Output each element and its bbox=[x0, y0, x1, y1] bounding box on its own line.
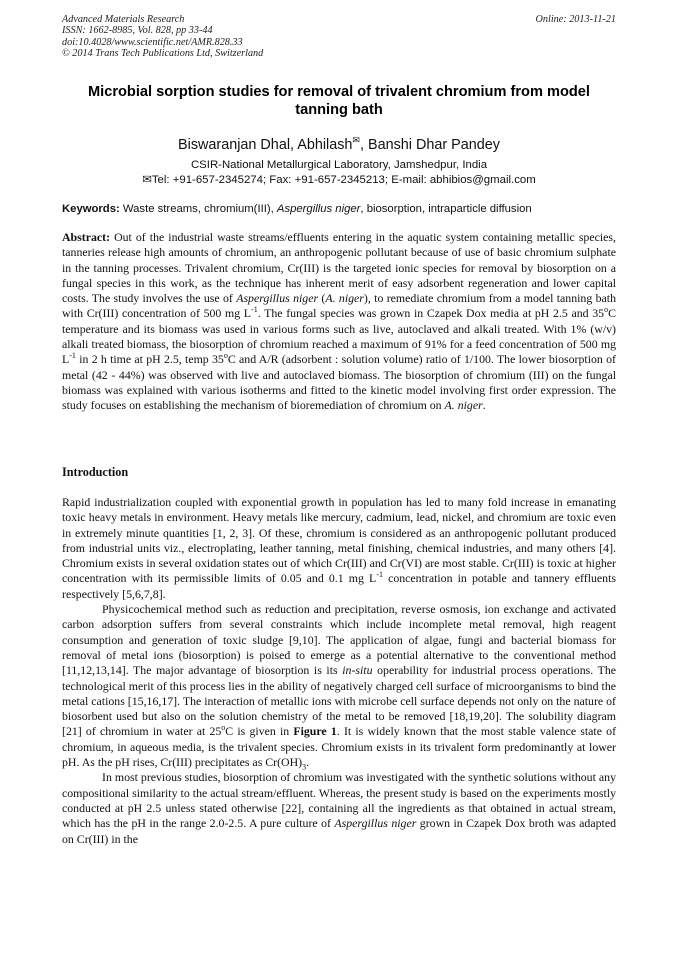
intro-paragraph-1 bbox=[62, 495, 616, 602]
affiliation-contact bbox=[62, 173, 616, 188]
author-names-2: , Banshi Dhar Pandey bbox=[359, 136, 500, 153]
journal-issn: ISSN: 1662-8985, Vol. 828, pp 33-44 bbox=[62, 25, 213, 37]
superscript: o bbox=[221, 723, 226, 733]
journal-header bbox=[62, 14, 616, 60]
author-list bbox=[62, 131, 616, 154]
affiliation-institution: CSIR-National Metallurgical Laboratory, Jamshedpur, India bbox=[190, 159, 488, 171]
paragraph-text: In most previous studies, biosorption of chromium was investigated with the synthetic solutions without any compositional similarity to the actual stream/effluent. Whereas, the present study is based on the experiments mostly conducted at pH 2.5 unless stated otherwise [22], containing all the ingredients as that obtained in actual stream, which has the pH in the range 2.0-2.5. A pure culture of bbox=[62, 770, 616, 831]
journal-doi: doi:10.4028/www.scientific.net/AMR.828.33 bbox=[62, 36, 243, 48]
keywords-species: Aspergillus niger bbox=[276, 203, 361, 215]
affiliation bbox=[62, 158, 616, 187]
paper-title: Microbial sorption studies for removal of trivalent chromium from model tanning bath bbox=[88, 84, 590, 118]
keywords bbox=[62, 202, 616, 216]
superscript: o bbox=[223, 351, 228, 361]
abstract-text: C temperature and its biomass was used in various forms such as live, autoclaved and alkali treated. With 1% (w/v) alkali treated biomass, the biosorption of chromium reached a maximum of 91% for a feed concentration of 500 mg L bbox=[62, 306, 617, 367]
paragraph-text: operability for industrial process operations. The technological merit of this process lies in the ability of negatively charged cell surface of microorganisms to bind the metal cations [15,16,17]. The interaction of metallic ions with microbe cell surface depends not only on the nature of biosorbent used but also on the solution chemistry of the metal to be removed [18,19,20]. The solubility diagram [21] of chromium in water at 25 bbox=[62, 663, 616, 739]
contact-details: Tel: +91-657-2345274; Fax: +91-657-2345213; E-mail: abhibios@gmail.com bbox=[151, 173, 536, 186]
abstract-text: ), to remediate chromium from a model tanning bath with Cr(III) concentration of 500 mg L bbox=[62, 291, 616, 321]
italic-term: in-situ bbox=[342, 663, 373, 678]
superscript: o bbox=[604, 305, 609, 315]
abstract-species: Aspergillus niger bbox=[236, 291, 319, 306]
italic-term: Aspergillus niger bbox=[334, 816, 417, 831]
mail-icon: ✉ bbox=[352, 135, 360, 145]
intro-paragraph-2 bbox=[62, 602, 616, 770]
journal-copyright: © 2014 Trans Tech Publications Ltd, Switzerland bbox=[62, 48, 264, 60]
paragraph-text: . bbox=[306, 755, 310, 770]
superscript: -1 bbox=[376, 570, 383, 580]
figure-reference: Figure 1 bbox=[293, 724, 337, 739]
paragraph-text: . It is widely known that the most stable valence state of chromium, in aqueous media, is the trivalent species. Chromium exists in its trivalent form predominantly at lower pH. As the pH rises, Cr(III) precipitates as Cr(OH) bbox=[62, 724, 617, 770]
journal-name: Advanced Materials Research bbox=[62, 14, 185, 25]
section-heading-introduction: Introduction bbox=[62, 465, 129, 479]
abstract-text: . The fungal species was grown in Czapek Dox media at pH 2.5 and 35 bbox=[257, 306, 605, 321]
online-date: Online: 2013-11-21 bbox=[535, 14, 616, 25]
keywords-text: Waste streams, chromium(III), bbox=[119, 203, 277, 215]
abstract-text: C and A/R (adsorbent : solution volume) ratio of 1/100. The lower biosorption of metal (42 - 44%) was observed with live and autoclaved biomass. The biosorption of chromium (III) on the fungal biomass was explained with various isotherms and fitted to the kinetic model involving first order expression. The study focuses on establishing the mechanism of bioremediation of chromium on bbox=[62, 352, 616, 413]
superscript: -1 bbox=[251, 305, 258, 315]
abstract-species: A. niger bbox=[325, 291, 364, 306]
contact-icon: ✉ bbox=[142, 173, 152, 186]
superscript: -1 bbox=[69, 351, 76, 361]
intro-paragraph-3 bbox=[62, 770, 616, 846]
keywords-label: Keywords: bbox=[62, 203, 120, 215]
abstract-label: Abstract: bbox=[62, 230, 111, 244]
paragraph-text: grown in Czapek Dox broth was adapted on Cr(III) in the bbox=[62, 816, 616, 846]
abstract-text: in 2 h time at pH 2.5, temp 35 bbox=[75, 352, 224, 367]
paragraph-text: C is given in bbox=[225, 724, 294, 739]
author-names-1: Biswaranjan Dhal, Abhilash bbox=[178, 136, 353, 153]
keywords-text-end: , biosorption, intraparticle diffusion bbox=[360, 203, 532, 215]
introduction-body bbox=[62, 495, 616, 847]
paragraph-text: Physicochemical method such as reduction and precipitation, reverse osmosis, ion exchange and activated carbon adsorption suffers from several constraints which include incomplete metal removal, high reagent consumption and generation of toxic sludge [9,10]. The application of algae, fungi and bacterial biomass for removal of metal ions (biosorption) is poised to emerge as a potential alternative to the conventional method [11,12,13,14]. The major advantage of biosorption is its bbox=[62, 602, 616, 678]
paragraph-text: concentration in potable and tannery effluents respectively [5,6,7,8]. bbox=[62, 571, 616, 601]
abstract-text: ( bbox=[318, 291, 326, 306]
abstract bbox=[62, 230, 616, 414]
abstract-text: Out of the industrial waste streams/effluents entering in the aquatic system containing metallic species, tanneries release high amounts of chromium, an anthropogenic pollutant because of use of basic chromium sulphate in the tanning processes. Trivalent chromium, Cr(III) is the targeted ionic species for removal by biosorption on a fungal species in this work, as the technique has inherent merit of easy adsorbent regeneration and lower capital costs. The study involves the use of bbox=[62, 230, 616, 306]
abstract-species: A. niger bbox=[444, 398, 483, 413]
abstract-text: . bbox=[482, 398, 486, 413]
paragraph-text: Rapid industrialization coupled with exponential growth in population has led to many fold increase in emanating toxic heavy metals in environment. Heavy metals like mercury, cadmium, lead, nickel, and chromium are toxic even in extremely minute quantities [1, 2, 3]. Of these, chromium is considered as an anthropogenic pollutant produced from industrial units viz., electroplating, leather tanning, metal finishing, chemical industries, and many others [4]. Chromium exists in several oxidation states out of which Cr(III) and Cr(VI) are most stable. Cr(III) is toxic at higher concentration with its permissible limits of 0.05 and 0.1 mg L bbox=[62, 495, 616, 586]
subscript: 3 bbox=[302, 762, 307, 772]
